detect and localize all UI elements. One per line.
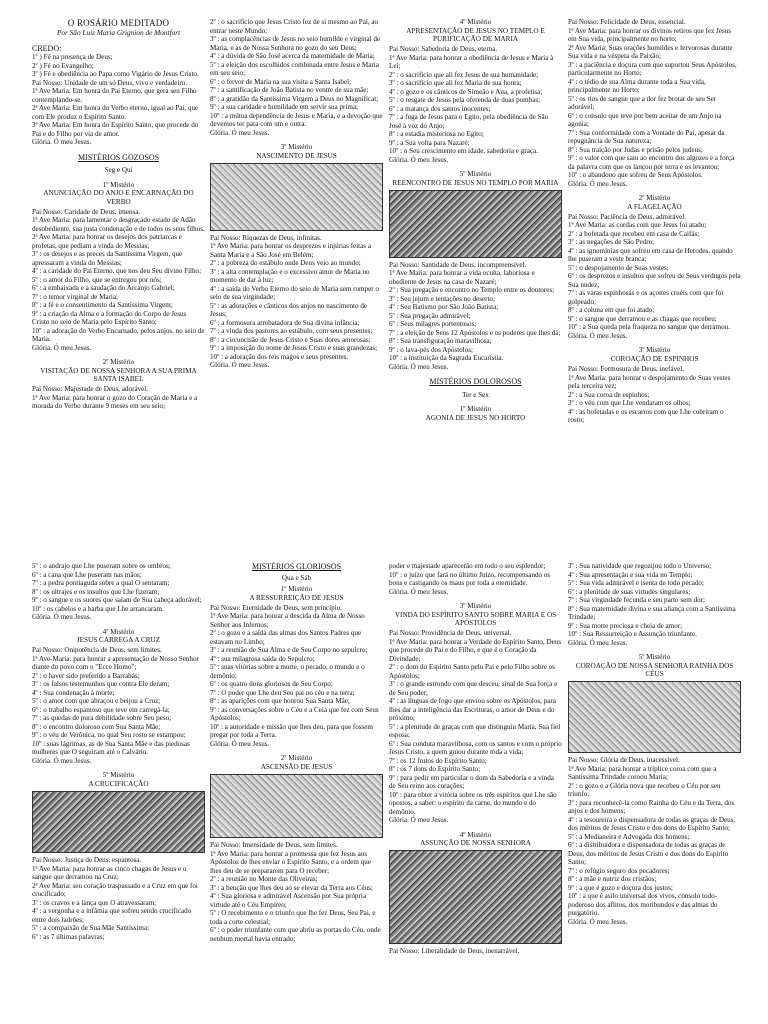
text-line: 10º : o abandono que sofreu de Seus Apóstolos. [568,171,703,179]
text-line: 1ª Ave Maria: as cordas com que Jesus foi atado; [568,221,707,230]
mystery-number: 3º Mistério [638,346,671,355]
text-line: Pai Nosso: Felicidade de Deus, essencial. [568,18,686,26]
text-line: 2º : o gozo e a saída das almas dos Santos Padres que estavam no Limbo; [210,629,362,646]
mystery-number: 5º Mistério [638,653,671,661]
text-line: 7º : a pedra pontiaguda sobre a qual O sentaram; [32,579,170,587]
text-line: Glória. Ó meu Jesus. [210,128,270,137]
mystery-title: APRESENTAÇÃO DE JESUS NO TEMPLO E PURIFICAÇÃO DE MARIA [406,26,545,43]
text-line: 1ª Ave Maria: para honrar a descida da Alma de Nosso Senhor aos Infernos; [210,612,365,629]
text-line: 5º : Sua vida admirável e isenta de todo pecado; [568,579,704,587]
text-line: 2º : o sacrifício que ali fez Jesus de sua humanidade; [389,70,539,79]
text-line: 4º : a vergonha e a infâmia que sofreu sendo crucificado entre dois ladrões; [32,907,192,924]
mystery-title: ASSUNÇÃO DE NOSSA SENHORA [420,839,531,848]
text-line: 8º : a mãe e nutriz dos cristãos; [568,875,657,884]
mystery-title: A RESSURREIÇÃO DE JESUS [249,593,344,602]
text-line: Glória. Ó meu Jesus. [568,917,628,926]
text-line: 3º : o sacrifício que ali fez Maria de sua honra; [389,79,522,88]
text-line: Pai Nosso: Caridade de Deus, imensa. [32,207,141,216]
text-line: 7º : Sua virgindade fecunda e seu parto sem dor; [568,596,706,604]
ascension-illustration [210,774,383,838]
text-line: 2ª Ave Maria: Em honra do Verbo eterno, igual ao Pai, que com Ele produz o Espírito Santo. [32,104,199,121]
mystery-body [568,213,741,341]
mystery-body [32,646,205,765]
mystery-title: A CRUCIFICAÇÃO [88,779,149,788]
text-line: 6º : o poder triunfante com que abriu as portas do Céu, onde nenhum mortal havia entrado; [210,926,381,943]
text-line: 2º : a bofetada que recebeu em casa de Caifás; [568,229,700,238]
text-line: Pai Nosso: Formosura de Deus, inefável. [568,365,685,374]
mystery-body [210,604,383,749]
text-line: 1ª Ave Maria: para honrar o despojamento de Suas vestes pela terceira vez; [568,373,731,391]
text-line: Glória. Ó meu Jesus. [32,138,92,147]
text-line: 5º : o amor com que abraçou e beijou a Cruz; [32,697,161,706]
text-line: 3º : Seu jejum e tentações no deserto; [389,294,496,303]
text-line: 7º : os 12 frutos do Espírito Santo; [389,756,487,765]
text-line: 5º : suas vitórias sobre a morte, o pecado, o mundo e o demônio; [210,663,365,680]
text-line: 6º : Sua conduta maravilhosa, com os santos e com o próprio Jesus Cristo, a quem guiou durante toda a vida; [389,739,562,757]
text-line: 8º : a circuncisão de Jesus Cristo e Suas dores amorosas; [210,335,371,344]
mystery-body [389,629,562,825]
mystery-number: 3º Mistério [280,143,313,151]
text-line: 4º : Seu Batismo por São João Batista; [389,303,499,312]
text-line: 3ª Ave Maria: Em honra do Espírito Santo, que procede do Pai e do Filho por via de amor. [32,121,199,138]
text-line: 6º : o trabalho espantoso que teve em carregá-la; [32,705,170,714]
text-line: 6º : Seus milagres portentosos; [389,320,477,329]
text-line: 1ª Ave Maria: para honrar as cinco chagas de Jesus e o sangue que derramou na Cruz; [32,864,187,882]
text-line: Pai Nosso: Onipotência de Deus, sem limites. [32,646,162,655]
text-line: 4º : a dúvida de São José acerca da maternidade de Maria; [210,52,375,60]
mystery-body [389,947,562,956]
text-line: Glória. Ó meu Jesus. [210,361,270,370]
text-line: Pai Nosso: Imensidade de Deus, sem limites. [210,841,338,850]
mystery-number: 2º Mistério [280,754,313,763]
text-line: 4º : as bofetadas e os escarros com que Lhe cobriram o rosto; [568,407,724,425]
text-line: 2º : a pobreza do estábulo onde Deus veio ao mundo; [210,259,361,268]
text-line: 9º : o valor com que saiu ao encontro dos algozes e a força da palavra com que os lançou por terra e os levantou; [568,154,735,171]
text-line: 4º : Sua apresentação e sua vida no Templo; [568,570,693,579]
text-line: 1ª Ave Maria: para honrar a obediência de Jesus e Maria à Lei; [389,53,554,71]
text-line: 5º : O recebimento e o triunfo que lhe fez Deus, Seu Pai, e toda a corte celestial; [210,909,376,926]
coronation-illustration [568,681,741,753]
text-line: 6º : os quatro dons gloriosos de Seu Corpo; [210,680,333,689]
mystery-body [568,562,741,647]
mystery-body [210,841,383,943]
text-line: 5º : Sua pregação admirável; [389,311,471,320]
mystery-title: ANUNCIAÇÃO DO ANJO E ENCARNAÇÃO DO VERBO [43,189,194,206]
text-line: 1ª Ave Maria: Em honra do Pai Eterno, que gera seu Filho contemplando-se. [32,87,197,104]
temple-illustration [389,190,562,258]
text-line: 2ª Ave Maria: para honrar os desejos dos patriarcas e profetas, que pediam a vinda do Messias; [32,233,182,250]
text-line: 5º : a Medianeira e Advogada dos homens; [568,832,690,841]
text-line: 8º : a fé e o consentimento da Santíssima Virgem; [32,301,173,310]
column-1 [32,18,205,526]
text-line: 4º : a tesoureira e dispensadora de todas as graças de Deus, dos méritos de Jesus Cristo e dos dons do Espírito Santo; [568,815,736,833]
text-line: 1ª Ave Maria: para honrar a tríplice coroa com que a Santíssima Trindade coroou Maria; [568,764,717,782]
text-line: 8º : Sua traição por Judas e prisão pelos judeus; [568,145,703,154]
text-line: 1ª Ave Maria: para honrar os desprezos e injúrias feitas a Santa Maria e a São José em Belém; [210,242,371,259]
text-line: Glória. Ó meu Jesus. [32,343,92,352]
text-line: 5º : as adorações e cânticos dos anjos no nascimento de Jesus; [210,301,368,319]
text-line: 10º : a Sua queda pela fraqueza no sangue que derramou. [568,323,730,332]
mystery-title: ASCENSÃO DE JESUS [260,762,333,771]
text-line: 6º : a formosura arrebatadora de Sua divina infância; [210,318,360,327]
column-6 [210,562,383,1024]
credo-block [32,53,205,147]
text-line: 10º : os cabelos e a barba que Lhe arrancaram. [32,604,164,613]
text-line: 5º : o amor do Filho, que se entregou por nós; [32,275,162,284]
text-line: 6º : a embaixada e a saudação do Arcanjo Gabriel; [32,284,175,293]
text-line: Glória. Ó meu Jesus. [389,587,449,596]
mystery-number: 1º Mistério [102,180,135,189]
text-line: poder e majestade aparecerão em todo o seu esplendor; [389,562,546,570]
mystery-body [210,234,383,370]
text-line: 9º : a imposição do nome de Jesus Cristo e suas grandezas; [210,344,378,353]
text-line: 4º : o gozo e os cânticos de Simeão e Ana, a profetisa; [389,87,543,96]
mystery-body [32,562,205,622]
dolorosos-days: Ter e Sex [462,390,489,399]
text-line: Pai Nosso: Paciência de Deus, admirável. [568,212,686,221]
text-line: 1ª Ave Maria: para honrar os divinos retiros que fez Jesus em Sua vida, principalmente no horto; [568,26,731,43]
text-line: 7º : as varas espinhosas e os açoites cruéis com que foi golpeado; [568,289,724,306]
page-title: O ROSÁRIO MEDITADO [67,18,170,28]
text-line: 1ª Ave-Maria: para honrar a apresentação de Nosso Senhor diante do povo com o "Ecce Homo"; [32,654,199,672]
text-line: 3º : o véu com que Lhe vendaram os olhos; [568,399,691,408]
text-line: 4º : as línguas de fogo que enviou sobre os Apóstolos, para lhes dar a inteligência das Escrituras, o amor de Deus e do próximo; [389,697,556,723]
text-line: 2º : o gozo e a Glória nova que recebeu o Céu por seu triunfo; [568,781,721,799]
credo-heading: CREDO: [32,43,62,53]
text-line: 7º : a eleição de Seus 12 Apóstolos e os poderes que lhes dá; [389,328,561,337]
text-line: 1ª Ave Maria: para lamentar o desgraçado estado de Adão desobediente, sua justa condenação e de todos os seus filhos. [32,216,205,233]
mystery-body [32,208,205,353]
text-line: Pai Nosso: Eternidade de Deus, sem princípio. [210,603,342,612]
text-line: Pai Nosso: Sabedoria de Deus, eterna. [389,45,498,54]
mystery-body [568,365,741,425]
text-line: 2º : o sacrifício que Jesus Cristo fez de si mesmo ao Pai, ao entrar neste Mundo; [210,18,379,35]
text-line: 5º : o resgate de Jesus pela oferenda de duas pombas; [389,96,541,105]
text-line: 8º : Sua transfiguração maravilhosa; [389,337,492,346]
text-line: Glória. Ó meu Jesus. [210,739,270,748]
text-line: 4º : Sua gloriosa e admirável Ascensão por Sua própria virtude até o Céu Empíreo; [210,892,367,909]
text-line: 10º : a adoração dos reis magos e seus presentes. [210,352,349,361]
mystery-number: 4º Mistério [459,18,492,26]
text-line: 9º : o véu de Verônica, no qual Seu rosto se estampou; [32,731,186,740]
text-line: 3º : os cravos e a lança que O atravessaram; [32,898,157,907]
text-line: 6º : a matança dos santos inocentes; [389,104,491,113]
text-line: 10º : o juízo que fará no último Juízo, recompensando os bons e castigando os maus por toda a eternidade. [389,570,551,587]
text-line: Glória. Ó meu Jesus. [389,362,449,371]
mystery-body [210,18,383,137]
text-line: 7º : Sua conformidade com a Vontade do Pai, apesar da repugnância de Sua natureza; [568,128,725,145]
text-line: 2ª Ave Maria: seu coração traspassado e a Cruz em que foi crucificado; [32,881,198,899]
mystery-title: JESUS CARREGA A CRUZ [76,636,161,644]
mystery-number: 1º Mistério [280,585,313,594]
text-line: 8º : o encontro doloroso com Sua Santa Mãe; [32,722,161,731]
text-line: Pai Nosso: Majestade de Deus, adorável. [32,385,149,394]
text-line: 6º : o consolo que teve por bem aceitar de um Anjo na agonia; [568,111,722,128]
text-line: 6º : a plenitude de suas virtudes singulares; [568,587,691,596]
text-line: 3º : Sua natividade que regozijou todo o Universo; [568,562,712,570]
column-3 [389,18,562,526]
mystery-title: NASCIMENTO DE JESUS [256,151,337,160]
text-line: 2º : a Sua coroa de espinhos; [568,390,650,399]
text-line: 3º : a benção que lhes deu ao se elevar da Terra aos Céus; [210,883,373,892]
text-line: 10º : a adoração do Verbo Encarnado, pelos anjos, no seio de Maria. [32,326,205,344]
mystery-body [32,856,205,941]
text-line: 9º : as conversações sobre o Céu e a Ceia que fez com Seus Apóstolos; [210,705,379,723]
text-line: Pai Nosso: Riquezas de Deus, infinitas. [210,233,322,242]
text-line: 4º : o tédio de sua Alma durante toda a Sua vida, principalmente no Horto; [568,77,706,94]
text-line: Pai Nosso: Liberalidade de Deus, inenarrável. [389,947,520,956]
text-line: 7º : a vinda dos pastores ao estábulo, com seus presentes; [210,327,373,336]
text-line: 7º : o refúgio seguro dos pecadores; [568,866,670,875]
text-line: 1ª Ave Maria: para honrar a Verdade do Espírito Santo, Deus que procede do Pai e do Filho, e que é o Coração da Divindade; [389,637,562,663]
gloriosos-heading: MISTÉRIOS GLORIOSOS [251,562,342,571]
text-line: 4º : as ignomínias que sofreu em casa de Herodes, quando lhe puseram a veste branca; [568,246,733,264]
author-byline: Por São Luiz Maria Grignion de Montfort [56,27,181,37]
text-line: 10º : a que é asilo universal dos vivos, consolo todo-poderoso dos aflitos, dos moribundos e das almas do purgatório. [568,892,718,918]
text-line: Glória. Ó meu Jesus. [568,638,628,647]
text-line: 6º : a distribuidora e dispensadora de todas as graças de Deus, dos méritos de Jesus Cristo e dos dons do Espírito Santo; [568,841,729,867]
text-line: 3º ) Fé e obediência ao Papa como Vigário de Jesus Cristo. [32,70,199,79]
text-line: 1º ) Fé na presença de Deus; [32,53,113,62]
text-line: 2º : Sua pregação e encontro no Templo entre os doutores; [389,286,555,295]
text-line: 7º : O poder que Lhe deu Seu pai no céu e na terra; [210,688,355,697]
text-line: Glória. Ó meu Jesus. [32,613,92,621]
mystery-title: COROAÇÃO DE NOSSA SENHORA RAINHA DOS CÉUS [575,661,734,678]
mystery-title: A FLAGELAÇÃO [627,202,682,211]
text-line: 1ª Ave Maria: para honrar o gozo do Coração de Maria e a morada do Verbo durante 9 meses em seu seio; [32,393,198,411]
text-line: 9º : a criação da Alma e a formação do Corpo de Jesus Cristo no seio de Maria pelo Espírito Santo; [32,309,187,327]
mystery-body [568,756,741,926]
text-line: 7º : as quedas de pura debilidade sobre Seu peso; [32,714,172,723]
text-line: 5º : o andrajo que Lhe puseram sobre os ombros; [32,562,171,570]
text-line: 3º : a paciência e doçura com que suportou Seus Apóstolos, particularmente no Horto; [568,60,737,77]
text-line: 4º : a saída do Verbo Eterno do seio de Maria sem romper o selo de sua virgindade; [210,284,379,302]
text-line: 2º ) Fé no Evangelho; [32,61,94,70]
text-line: 3º : os falsos testemunhos que contra Ele deram; [32,680,170,689]
mystery-title: COROAÇÃO DE ESPINHOS [610,354,699,363]
mystery-title: AGONIA DE JESUS NO HORTO [425,413,526,422]
text-line: 8º : a coluna em que foi atado; [568,306,655,315]
text-line: Pai Nosso: Unidade de um só Deus, vivo e verdadeiro. [32,78,188,87]
text-line: 10º : a instituição da Sagrada Eucaristia. [389,354,504,363]
text-line: 4º : a caridade do Pai Eterno, que nos deu Seu divino Filho; [32,267,202,276]
mystery-body [389,45,562,164]
text-line: 8º : a gratidão da Santíssima Virgem a Deus no Magnificat; [210,94,379,103]
text-line: 3º : as negações de São Pedro; [568,238,655,247]
text-line: Glória. Ó meu Jesus. [568,179,628,188]
column-7 [389,562,562,1024]
gloriosos-days: Qua e Sáb [281,573,312,582]
mystery-body [389,562,562,596]
text-line: 9º : o sangue e os suores que saíam de Sua cabeça adorável; [32,596,202,604]
mystery-number: 2º Mistério [102,358,135,367]
text-line: Glória. Ó meu Jesus. [32,756,92,765]
text-line: Pai Nosso: Glória de Deus, inacessível. [568,756,680,765]
column-8 [568,562,741,1024]
mystery-body [32,385,205,411]
text-line: 3º : para reconhecê-la como Rainha do Céu e da Terra, dos anjos e dos homens; [568,798,735,816]
text-line: Glória. Ó meu Jesus. [389,155,449,164]
text-line: 6º : a cana que Lhe puseram nas mãos; [32,570,142,579]
text-line: 7º : a fuga de Jesus para o Egito, pela obediência de São José à voz do Anjo; [389,113,549,130]
text-line: 8º : os 7 dons do Espírito Santo; [389,765,481,774]
text-line: 3º : a alta contemplação e o excessivo amor de Maria no momento de dar à luz; [210,267,370,285]
mystery-number: 5º Mistério [102,771,135,780]
text-line: 9º : para pedir em particular o dom da Sabedoria e a vinda de Seu reino aos corações; [389,773,554,791]
mystery-title: REENCONTRO DE JESUS NO TEMPLO POR MARIA [392,178,559,187]
assumption-illustration [389,850,562,944]
text-line: 7º : a santificação de João Batista no ventre de sua mãe; [210,86,369,94]
mystery-body [568,18,741,188]
text-line: 9º : o lava-pés dos Apóstolos; [389,345,473,354]
mystery-number: 2º Mistério [638,194,671,202]
text-line: 8º : Sua maternidade divina e sua aliança com a Santíssima Trindade; [568,604,736,621]
text-line: 10º : o Seu crescimento em idade, sabedoria e graça. [389,147,538,156]
text-line: 10º : a autoridade e missão que lhes deu, para que fossem pregar por toda a Terra. [210,722,373,740]
mystery-title: VISITAÇÃO DE NOSSA SENHORA A SUA PRIMA SANTA ISABEL [40,366,197,384]
text-line: 3º : o grande estrondo com que desceu, sinal de Sua força e de Seu poder; [389,680,558,697]
mystery-number: 4º Mistério [459,830,492,839]
text-line: Glória. Ó meu Jesus. [389,816,449,825]
text-line: 9º : o sangue que derramou e as chagas que recebeu; [568,314,717,323]
nativity-illustration [210,163,383,231]
text-line: 5º : a plenitude de graças com que distinguiu Maria, Sua fiel esposa; [389,722,561,740]
crucifixion-illustration [32,791,205,853]
column-5 [32,562,205,1024]
text-line: 10º : suas lágrimas, as de Sua Santa Mãe e das piedosas mulheres que O seguiram até o Calvário. [32,739,190,757]
text-line: 4º : sua milagrosa saída do Sepulcro; [210,654,315,663]
text-line: 8º : as aparições com que honrou Sua Santa Mãe; [210,697,350,706]
text-line: Glória. Ó meu Jesus. [568,331,628,340]
mystery-number: 4º Mistério [102,627,135,636]
text-line: 1ª Ave Maria: para honrar a vida oculta, laboriosa e obediente de Jesus na casa de Nazaré; [389,269,535,286]
column-4 [568,18,741,526]
text-line: 7º : o temor virginal de Maria; [32,292,118,301]
text-line: 10º : Sua Ressurreição e Assunção triunfante. [568,630,697,638]
text-line: 8º : os ultrajes e os insultos que Lhe fizeram; [32,587,160,596]
text-line: 6º : o fervor de Maria na sua visita a Santa Isabel; [210,77,352,86]
mystery-number: 1º Mistério [459,405,492,414]
mystery-number: 3º Mistério [459,602,492,610]
text-line: 10º : para obter a vitória sobre os três espíritos que Lhe são opostos, a saber: o espírito da carne, do mundo e do demônio. [389,790,557,816]
text-line: Pai Nosso: Providência de Deus, universal. [389,629,512,638]
text-line: 9º : a que é gozo e doçura dos justos; [568,883,673,892]
text-line: 6º : os desprezos e insultos que sofreu de Seus verdugos pela Sua nudez; [568,272,741,289]
text-line: 10º : a mútua dependência de Jesus e Maria, e a devoção que devemos ter para com um e outra. [210,111,383,128]
text-line: 4º : Sua condenação à morte; [32,688,115,697]
mystery-number: 5º Mistério [459,170,492,179]
mystery-body [389,261,562,372]
text-line: 5º : os rios de sangue que a dor fez brotar de seu Ser adorável; [568,94,717,111]
gozosos-days: Seg e Qui [104,166,133,175]
text-line: 2º : o haver sido preferido a Barrabás; [32,671,140,680]
text-line: 9º : a Sua volta para Nazaré; [389,138,470,147]
text-line: 3º : a reunião de Sua Alma e de Seu Corpo no sepulcro; [210,646,368,655]
text-line: 3º : as complacências de Jesus no seio humilde e virginal de Maria, e as de Nossa Senhora no gozo do seu Deus; [210,35,381,52]
dolorosos-heading: MISTÉRIOS DOLOROSOS [429,377,522,387]
text-line: 8º : a estadia misteriosa no Egito; [389,130,484,139]
text-line: 1ª Ave Maria: para honrar a promessa que fez Jesus aos Apóstolos de lhes enviar o Espírito Santo, e a ordem que lhes deu de se prepararem para O receber; [210,849,371,875]
text-line: 9º : Sua morte preciosa e cheia de amor; [568,621,683,630]
column-2 [210,18,383,526]
text-line: Pai Nosso: Justiça de Deus, espantosa. [32,856,142,865]
text-line: 2º : a reunião no Monte das Oliveiras; [210,875,318,884]
text-line: 6º : as 7 últimas palavras; [32,932,105,941]
text-line: 9º : a sua caridade e humildade em servir sua prima; [210,103,358,111]
text-line: 2º : o dom do Espírito Santo pelo Pai e pelo Filho sobre os Apóstolos; [389,663,555,680]
gozosos-heading: MISTÉRIOS GOZOSOS [77,152,160,162]
text-line: 5º : o despojamento de Suas vestes; [568,263,669,272]
text-line: 2ª Ave Maria: Suas orações humildes e fervorosas durante Sua vida e na véspera da Paixão; [568,43,733,60]
text-line: Pai Nosso: Santidade de Deus, incompreensível. [389,260,527,269]
text-line: 5º : a compaixão de Sua Mãe Santíssima; [32,924,150,933]
text-line: 3º : os desejos e as preces da Santíssima Virgem, que apressaram a vinda do Messias; [32,250,183,267]
text-line: 5º : a eleição dos escolhidos combinada entre Jesus e Maria em seu seio; [210,60,379,77]
mystery-title: VINDA DO ESPÍRITO SANTO SOBRE MARIA E OS APÓSTOLOS [394,610,557,627]
